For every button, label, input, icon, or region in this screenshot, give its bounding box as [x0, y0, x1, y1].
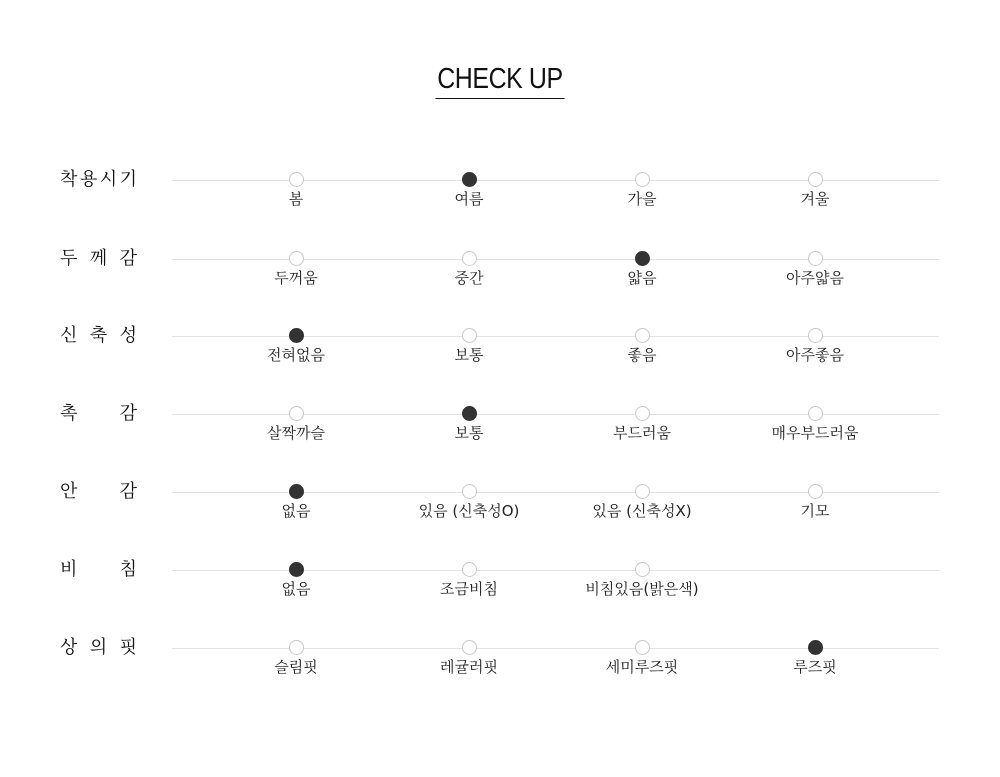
row-track-line — [172, 648, 939, 649]
option-label: 없음 — [281, 502, 311, 520]
checkup-row — [0, 402, 1000, 480]
option-label: 슬림핏 — [274, 658, 318, 676]
row-label — [60, 168, 137, 192]
row-label-char: 두 — [60, 248, 78, 269]
option-label: 얇음 — [627, 269, 657, 287]
option-label: 매우부드러움 — [771, 424, 859, 442]
row-label-char: 핏 — [119, 637, 137, 658]
option-label: 있음 (신축성X) — [592, 502, 692, 520]
radio-empty-icon[interactable] — [635, 562, 650, 577]
row-label-char: 촉 — [60, 403, 78, 424]
radio-empty-icon[interactable] — [808, 172, 823, 187]
radio-selected-icon[interactable] — [462, 406, 477, 421]
row-label-char: 감 — [119, 248, 137, 269]
option-label: 세미루즈핏 — [605, 658, 679, 676]
row-label-char: 시 — [99, 169, 118, 190]
row-track-line — [172, 336, 939, 337]
row-label-char: 침 — [119, 559, 137, 580]
row-label — [60, 636, 137, 660]
radio-empty-icon[interactable] — [289, 172, 304, 187]
row-label — [60, 558, 137, 582]
option-label: 비침있음(밝은색) — [585, 580, 699, 598]
option-label: 없음 — [281, 580, 311, 598]
radio-empty-icon[interactable] — [289, 406, 304, 421]
row-label — [60, 480, 137, 504]
option-label: 부드러움 — [613, 424, 671, 442]
radio-empty-icon[interactable] — [462, 640, 477, 655]
checkup-row — [0, 247, 1000, 325]
checkup-row — [0, 558, 1000, 636]
option-label: 여름 — [454, 190, 484, 208]
option-label: 조금비침 — [440, 580, 498, 598]
option-label: 기모 — [800, 502, 830, 520]
row-label-char: 용 — [79, 169, 98, 190]
checkup-title-text: CHECK UP — [436, 62, 565, 99]
checkup-row — [0, 168, 1000, 246]
row-label-char: 안 — [60, 481, 78, 502]
checkup-title — [0, 62, 1000, 99]
row-label-char: 축 — [89, 325, 108, 346]
option-label: 보통 — [454, 346, 484, 364]
option-label: 가을 — [627, 190, 657, 208]
row-label-char: 신 — [60, 325, 78, 346]
option-label: 루즈핏 — [793, 658, 837, 676]
option-label: 겨울 — [800, 190, 830, 208]
radio-selected-icon[interactable] — [635, 251, 650, 266]
radio-empty-icon[interactable] — [462, 562, 477, 577]
row-label — [60, 324, 137, 348]
option-label: 전혀없음 — [267, 346, 325, 364]
option-label: 중간 — [454, 269, 484, 287]
row-label-char: 께 — [89, 248, 108, 269]
radio-empty-icon[interactable] — [808, 251, 823, 266]
radio-empty-icon[interactable] — [462, 484, 477, 499]
row-label-char: 감 — [119, 481, 137, 502]
checkup-row — [0, 480, 1000, 558]
row-label-char: 성 — [119, 325, 137, 346]
radio-selected-icon[interactable] — [289, 328, 304, 343]
option-label: 아주좋음 — [786, 346, 844, 364]
radio-empty-icon[interactable] — [808, 484, 823, 499]
checkup-row — [0, 324, 1000, 402]
option-label: 레귤러핏 — [440, 658, 498, 676]
radio-empty-icon[interactable] — [289, 640, 304, 655]
radio-empty-icon[interactable] — [289, 251, 304, 266]
option-label: 있음 (신축성O) — [418, 502, 520, 520]
row-track-line — [172, 180, 939, 181]
row-label-char: 착 — [60, 169, 78, 190]
option-label: 봄 — [288, 190, 304, 208]
radio-empty-icon[interactable] — [635, 640, 650, 655]
radio-empty-icon[interactable] — [635, 172, 650, 187]
option-label: 좋음 — [627, 346, 657, 364]
row-track-line — [172, 570, 939, 571]
radio-empty-icon[interactable] — [808, 406, 823, 421]
row-track-line — [172, 259, 939, 260]
radio-selected-icon[interactable] — [808, 640, 823, 655]
radio-empty-icon[interactable] — [635, 406, 650, 421]
row-label — [60, 247, 137, 271]
radio-empty-icon[interactable] — [635, 484, 650, 499]
row-label-char: 의 — [89, 637, 108, 658]
row-label-char: 비 — [60, 559, 78, 580]
row-label — [60, 402, 137, 426]
checkup-row — [0, 636, 1000, 714]
row-label-char: 감 — [119, 403, 137, 424]
radio-empty-icon[interactable] — [462, 328, 477, 343]
radio-empty-icon[interactable] — [808, 328, 823, 343]
row-label-char: 상 — [60, 637, 78, 658]
radio-selected-icon[interactable] — [289, 484, 304, 499]
radio-selected-icon[interactable] — [289, 562, 304, 577]
radio-empty-icon[interactable] — [462, 251, 477, 266]
option-label: 살짝까슬 — [267, 424, 325, 442]
option-label: 보통 — [454, 424, 484, 442]
row-track-line — [172, 492, 939, 493]
radio-selected-icon[interactable] — [462, 172, 477, 187]
row-track-line — [172, 414, 939, 415]
option-label: 두꺼움 — [274, 269, 318, 287]
option-label: 아주얇음 — [786, 269, 844, 287]
row-label-char: 기 — [119, 169, 137, 190]
radio-empty-icon[interactable] — [635, 328, 650, 343]
